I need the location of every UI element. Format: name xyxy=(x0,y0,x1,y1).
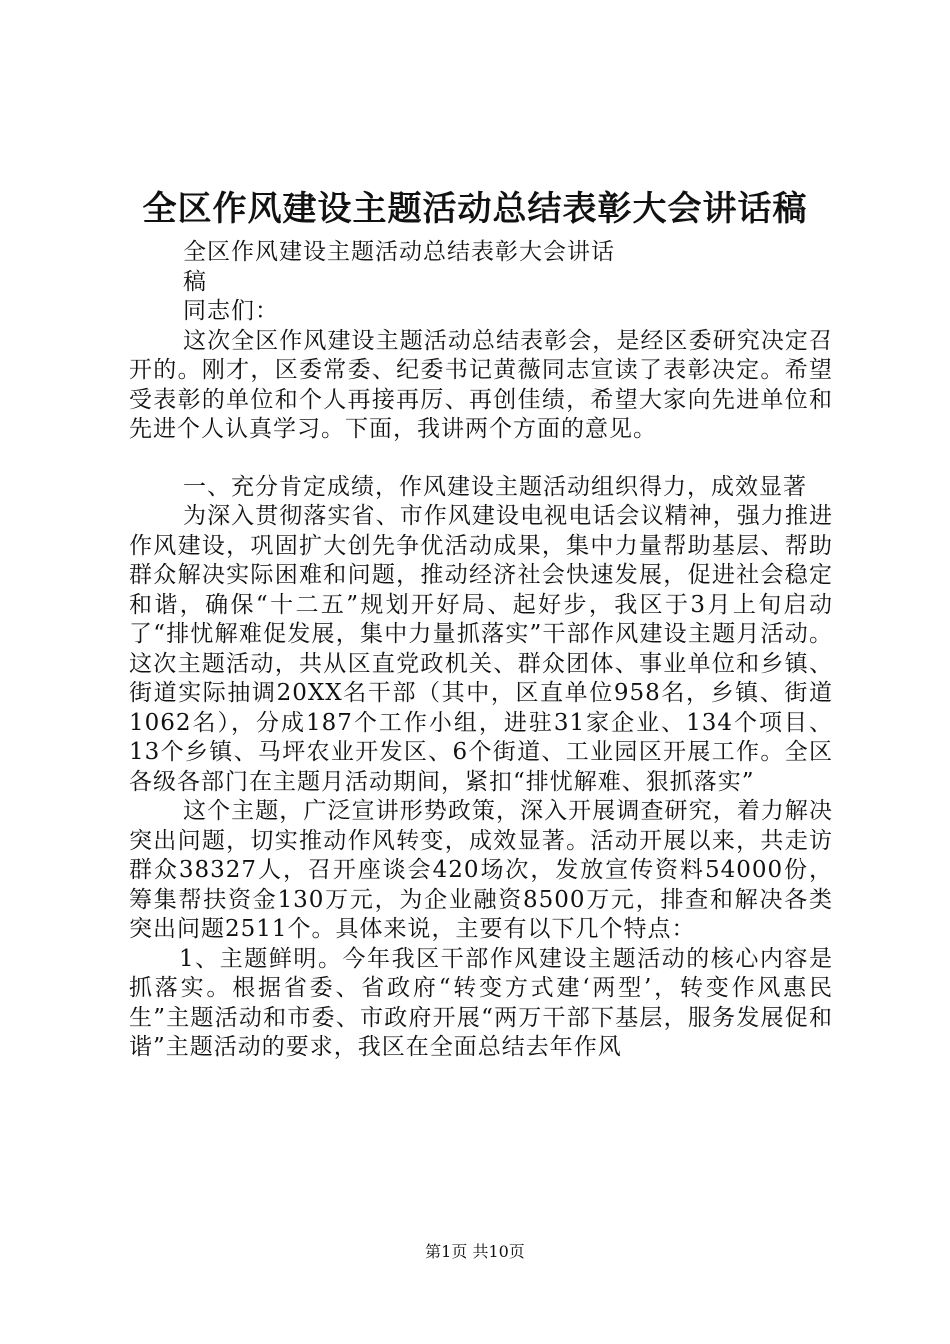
paragraph-results: 这个主题，广泛宣讲形势政策，深入开展调查研究，着力解决突出问题，切实推动作风转变，成效显著。活动开展以来，共走访群众38327人，召开座谈会420场次，发放宣传资料54000份，筹集帮扶资金130万元，为企业融资8500万元，排查和解决各类突出问题2511个。具体来说，主要有以下几个特点： xyxy=(129,798,833,942)
subtitle xyxy=(129,238,833,297)
document-title: 全区作风建设主题活动总结表彰大会讲话稿 xyxy=(142,189,808,229)
paragraph-point-1: 1、主题鲜明。今年我区干部作风建设主题活动的核心内容是抓落实。根据省委、省政府“转变方式建‘两型’，转变作风惠民生”主题活动和市委、市政府开展“两万干部下基层，服务发展促和谐”主题活动的要求，我区在全面总结去年作风 xyxy=(129,945,833,1060)
salutation: 同志们： xyxy=(183,298,279,324)
paragraph-background: 为深入贯彻落实省、市作风建设电视电话会议精神，强力推进作风建设，巩固扩大创先争优活动成果，集中力量帮助基层、帮助群众解决实际困难和问题，推动经济社会快速发展，促进社会稳定和谐，确保“十二五”规划开好局、起好步，我区于3月上旬启动了“排忧解难促发展，集中力量抓落实”干部作风建设主题月活动。这次主题活动，共从区直党政机关、群众团体、事业单位和乡镇、街道实际抽调20XX名干部（其中，区直单位958名，乡镇、街道1062名），分成187个工作小组，进驻31家企业、134个项目、13个乡镇、马坪农业开发区、6个街道、工业园区开展工作。全区各级各部门在主题月活动期间，紧扣“排忧解难、狠抓落实” xyxy=(129,503,833,795)
page-footer: 第1页 共10页 xyxy=(425,1242,525,1261)
document-body xyxy=(129,238,833,1063)
section-heading-1: 一、充分肯定成绩，作风建设主题活动组织得力，成效显著 xyxy=(183,473,807,500)
subtitle-line-2: 稿 xyxy=(183,268,207,295)
paragraph-intro: 这次全区作风建设主题活动总结表彰会，是经区委研究决定召开的。刚才，区委常委、纪委书记黄薇同志宣读了表彰决定。希望受表彰的单位和个人再接再厉、再创佳绩，希望大家向先进单位和先进个人认真学习。下面，我讲两个方面的意见。 xyxy=(129,327,833,442)
subtitle-line-1: 全区作风建设主题活动总结表彰大会讲话 xyxy=(183,239,615,265)
